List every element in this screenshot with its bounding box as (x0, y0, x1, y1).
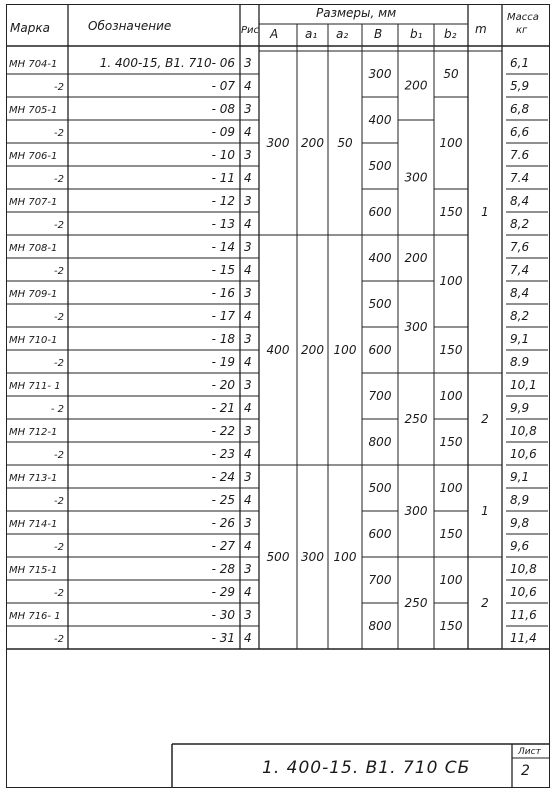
row-massa: 6,1 (510, 56, 530, 70)
row-ris: 3 (244, 516, 252, 530)
row-marka: МН 715-1 (9, 565, 58, 576)
b1-value: 200 (404, 78, 428, 93)
row-massa: 8,9 (510, 493, 530, 507)
header-razmery: Размеры, мм (316, 6, 397, 20)
row-oboznachenie: - 25 (211, 493, 235, 507)
b2-value: 150 (439, 435, 463, 449)
B-value: 700 (368, 573, 392, 587)
row-oboznachenie: - 18 (211, 332, 235, 346)
row-ris: 4 (244, 539, 252, 553)
B-value: 400 (368, 113, 392, 127)
row-oboznachenie: - 17 (211, 309, 235, 323)
row-oboznachenie: 1. 400-15, В1. 710- 06 (99, 56, 235, 70)
row-marka: МН 706-1 (9, 151, 58, 162)
row-marka: МН 704-1 (9, 59, 58, 70)
group-a2: 50 (337, 136, 353, 150)
row-massa: 10,8 (510, 424, 537, 438)
row-oboznachenie: - 31 (211, 631, 235, 645)
B-value: 500 (368, 297, 392, 311)
B-value: 800 (368, 619, 392, 633)
row-ris: 4 (244, 447, 252, 461)
row-oboznachenie: - 08 (211, 102, 235, 116)
row-marka: МН 707-1 (9, 197, 58, 208)
B-value: 800 (368, 435, 392, 449)
row-oboznachenie: - 27 (211, 539, 235, 553)
group-a1: 200 (301, 343, 324, 357)
row-ris: 4 (244, 79, 252, 93)
row-ris: 3 (244, 332, 252, 346)
row-oboznachenie: - 14 (211, 240, 235, 254)
row-massa: 7.6 (510, 148, 530, 162)
row-marka: МН 713-1 (9, 473, 58, 484)
row-marka: -2 (54, 450, 64, 461)
row-marka: МН 705-1 (9, 105, 58, 116)
b2-value: 150 (439, 205, 463, 219)
header-massa: Масса (507, 12, 539, 23)
b1-value: 300 (404, 170, 428, 185)
row-massa: 10,1 (510, 378, 537, 392)
row-massa: 9,1 (510, 332, 530, 346)
row-marka: -2 (54, 82, 64, 93)
row-oboznachenie: - 11 (211, 171, 235, 185)
row-oboznachenie: - 10 (211, 148, 235, 162)
row-massa: 9,6 (510, 539, 530, 553)
b2-value: 100 (439, 274, 463, 288)
row-ris: 4 (244, 125, 252, 139)
row-marka: - 2 (50, 404, 64, 415)
group-A: 300 (266, 136, 290, 150)
row-ris: 3 (244, 102, 252, 116)
row-massa: 8.9 (510, 355, 530, 369)
b1-value: 250 (404, 596, 428, 610)
group-a2: 100 (333, 343, 357, 357)
row-massa: 11,4 (510, 631, 537, 645)
b1-value: 300 (404, 504, 428, 518)
row-oboznachenie: - 21 (211, 401, 235, 415)
row-massa: 8,4 (510, 286, 530, 300)
B-value: 400 (368, 251, 392, 265)
stamp-list-number: 2 (521, 763, 530, 779)
row-ris: 3 (244, 378, 252, 392)
row-massa: 8,2 (510, 309, 530, 323)
header-ris: Рис (241, 25, 260, 36)
row-oboznachenie: - 07 (211, 79, 235, 93)
row-massa: 7.4 (510, 171, 530, 185)
row-oboznachenie: - 30 (211, 608, 235, 622)
row-massa: 8,2 (510, 217, 530, 231)
b1-value: 300 (404, 320, 428, 334)
row-ris: 4 (244, 585, 252, 599)
b2-value: 150 (439, 527, 463, 541)
group-A: 400 (266, 343, 290, 357)
B-value: 600 (368, 343, 392, 357)
B-value: 700 (368, 389, 392, 403)
header-m: m (475, 22, 487, 36)
header-a2: a₂ (336, 27, 349, 41)
row-ris: 3 (244, 608, 252, 622)
row-ris: 3 (244, 470, 252, 484)
row-marka: МН 712-1 (9, 427, 58, 438)
row-marka: -2 (54, 588, 64, 599)
group-A: 500 (266, 550, 290, 564)
row-oboznachenie: - 22 (211, 424, 235, 438)
row-marka: МН 716- 1 (9, 611, 61, 622)
b2-value: 100 (439, 136, 463, 150)
m-value: 1 (481, 205, 489, 219)
row-massa: 6,6 (510, 125, 530, 139)
header-marka: Марка (10, 21, 50, 35)
row-marka: МН 711- 1 (9, 381, 61, 392)
group-a1: 300 (301, 550, 324, 564)
B-value: 500 (368, 481, 392, 495)
row-oboznachenie: - 09 (211, 125, 235, 139)
header-a1: a₁ (305, 27, 318, 41)
row-ris: 3 (244, 56, 252, 70)
row-marka: -2 (54, 358, 64, 369)
row-ris: 4 (244, 309, 252, 323)
row-massa: 6,8 (510, 102, 530, 116)
row-oboznachenie: - 24 (211, 470, 235, 484)
row-ris: 3 (244, 424, 252, 438)
group-a1: 200 (301, 136, 324, 150)
row-massa: 10,8 (510, 562, 537, 576)
row-massa: 10,6 (510, 447, 537, 461)
m-value: 1 (481, 504, 489, 518)
row-massa: 7,4 (510, 263, 530, 277)
row-marka: МН 714-1 (9, 519, 58, 530)
row-ris: 3 (244, 286, 252, 300)
B-value: 500 (368, 159, 392, 173)
row-marka: МН 708-1 (9, 243, 58, 254)
b2-value: 100 (439, 481, 463, 495)
row-ris: 3 (244, 562, 252, 576)
b1-value: 250 (404, 412, 428, 426)
row-ris: 4 (244, 217, 252, 231)
row-oboznachenie: - 19 (211, 355, 235, 369)
B-value: 600 (368, 205, 392, 219)
row-marka: МН 710-1 (9, 335, 58, 346)
row-ris: 3 (244, 194, 252, 208)
row-massa: 9,8 (510, 516, 530, 530)
b1-value: 200 (404, 251, 428, 265)
header-A: A (270, 27, 279, 41)
row-oboznachenie: - 23 (211, 447, 235, 461)
row-ris: 4 (244, 171, 252, 185)
stamp-title: 1. 400-15. В1. 710 СБ (262, 758, 471, 778)
row-massa: 8,4 (510, 194, 530, 208)
stamp-list-label: Лист (518, 747, 541, 757)
row-oboznachenie: - 12 (211, 194, 235, 208)
row-oboznachenie: - 15 (211, 263, 235, 277)
row-massa: 9,9 (510, 401, 530, 415)
B-value: 600 (368, 527, 392, 541)
m-value: 2 (481, 412, 489, 426)
row-oboznachenie: - 20 (211, 378, 235, 392)
row-marka: -2 (54, 220, 64, 231)
row-oboznachenie: - 26 (211, 516, 235, 530)
b2-value: 100 (439, 573, 463, 587)
row-ris: 4 (244, 355, 252, 369)
row-ris: 4 (244, 401, 252, 415)
b2-value: 150 (439, 619, 463, 633)
header-kg: кг (516, 25, 528, 36)
row-massa: 11,6 (510, 608, 537, 622)
row-ris: 4 (244, 631, 252, 645)
row-oboznachenie: - 29 (211, 585, 235, 599)
row-marka: -2 (54, 266, 64, 277)
row-oboznachenie: - 16 (211, 286, 235, 300)
header-oboznachenie: Обозначение (88, 19, 172, 33)
row-marka: -2 (54, 496, 64, 507)
row-marka: -2 (54, 128, 64, 139)
m-value: 2 (481, 596, 489, 610)
row-marka: -2 (54, 174, 64, 185)
row-marka: -2 (54, 634, 64, 645)
row-marka: -2 (54, 312, 64, 323)
row-massa: 10,6 (510, 585, 537, 599)
row-oboznachenie: - 28 (211, 562, 235, 576)
b2-value: 100 (439, 389, 463, 403)
group-a2: 100 (333, 550, 357, 564)
header-B: B (374, 27, 383, 41)
row-ris: 3 (244, 148, 252, 162)
header-b2: b₂ (444, 27, 457, 41)
b2-value: 150 (439, 343, 463, 357)
row-massa: 5,9 (510, 79, 530, 93)
row-ris: 4 (244, 493, 252, 507)
row-massa: 9,1 (510, 470, 530, 484)
row-massa: 7,6 (510, 240, 530, 254)
row-oboznachenie: - 13 (211, 217, 235, 231)
row-ris: 4 (244, 263, 252, 277)
row-marka: МН 709-1 (9, 289, 58, 300)
row-marka: -2 (54, 542, 64, 553)
b2-value: 50 (443, 67, 459, 81)
row-ris: 3 (244, 240, 252, 254)
header-b1: b₁ (410, 27, 423, 41)
B-value: 300 (368, 67, 392, 81)
